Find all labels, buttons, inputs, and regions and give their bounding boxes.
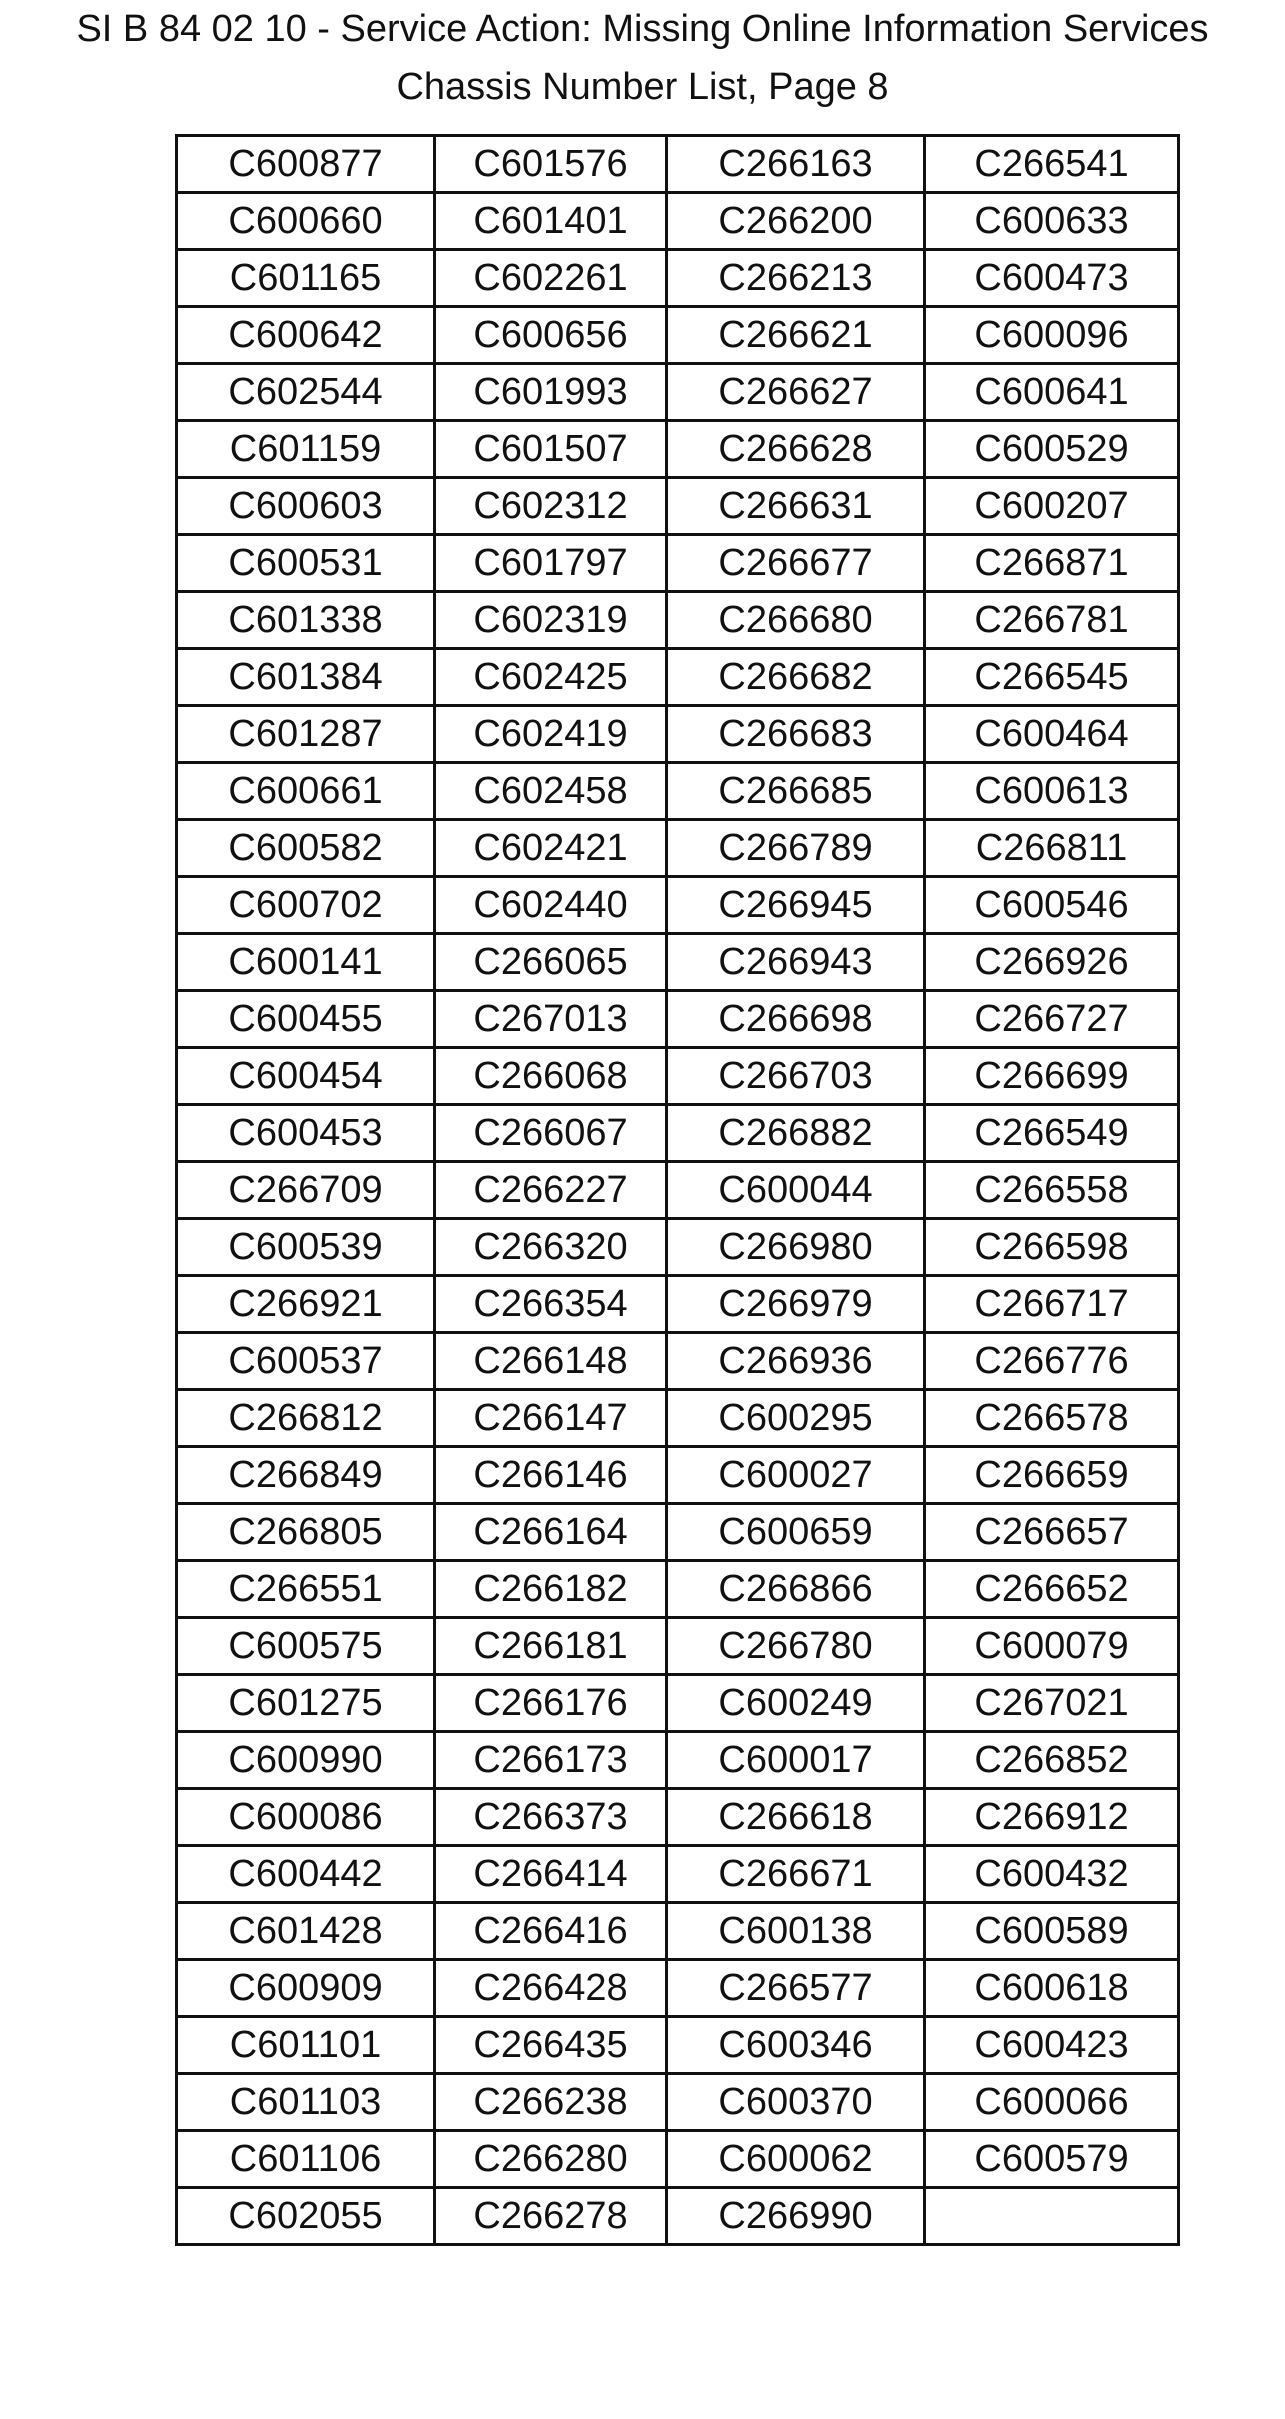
table-row: [177, 478, 1179, 535]
chassis-number-cell: C266278: [435, 2188, 667, 2245]
chassis-number-cell: C600531: [177, 535, 435, 592]
table-row: [177, 1333, 1179, 1390]
chassis-number-cell: C600579: [925, 2131, 1179, 2188]
chassis-number-cell: C600990: [177, 1732, 435, 1789]
chassis-number-cell: C266866: [667, 1561, 925, 1618]
chassis-number-cell: C600877: [177, 136, 435, 193]
chassis-number-cell: C266677: [667, 535, 925, 592]
chassis-number-cell: C601165: [177, 250, 435, 307]
chassis-number-cell: C266805: [177, 1504, 435, 1561]
chassis-number-cell: C266943: [667, 934, 925, 991]
chassis-number-cell: C600618: [925, 1960, 1179, 2017]
chassis-number-cell: C266631: [667, 478, 925, 535]
chassis-number-cell: C600141: [177, 934, 435, 991]
table-row: [177, 1219, 1179, 1276]
chassis-number-cell: C600464: [925, 706, 1179, 763]
table-row: [177, 1960, 1179, 2017]
chassis-number-cell: C266416: [435, 1903, 667, 1960]
chassis-number-cell: C266238: [435, 2074, 667, 2131]
chassis-number-cell: C266682: [667, 649, 925, 706]
chassis-number-cell: C600613: [925, 763, 1179, 820]
table-row: [177, 421, 1179, 478]
chassis-number-cell: C266698: [667, 991, 925, 1048]
chassis-number-cell: C266812: [177, 1390, 435, 1447]
chassis-number-cell: C266280: [435, 2131, 667, 2188]
table-row: [177, 934, 1179, 991]
chassis-number-cell: C266990: [667, 2188, 925, 2245]
chassis-number-cell: C601106: [177, 2131, 435, 2188]
chassis-number-cell: C600660: [177, 193, 435, 250]
table-row: [177, 1504, 1179, 1561]
chassis-number-cell: C600656: [435, 307, 667, 364]
chassis-number-cell: C600062: [667, 2131, 925, 2188]
chassis-number-cell: C267021: [925, 1675, 1179, 1732]
chassis-number-cell: C266780: [667, 1618, 925, 1675]
table-row: [177, 649, 1179, 706]
table-row: [177, 1561, 1179, 1618]
chassis-number-cell: C266320: [435, 1219, 667, 1276]
table-row: [177, 364, 1179, 421]
chassis-number-cell: C600346: [667, 2017, 925, 2074]
chassis-number-cell: C600453: [177, 1105, 435, 1162]
chassis-number-cell: C266227: [435, 1162, 667, 1219]
chassis-number-cell: C266164: [435, 1504, 667, 1561]
chassis-number-cell: C600546: [925, 877, 1179, 934]
table-row: [177, 592, 1179, 649]
chassis-number-cell: C266852: [925, 1732, 1179, 1789]
chassis-number-cell: C602261: [435, 250, 667, 307]
chassis-number-cell: C266685: [667, 763, 925, 820]
chassis-number-cell: C266945: [667, 877, 925, 934]
chassis-number-cell: [925, 2188, 1179, 2245]
chassis-number-cell: C601338: [177, 592, 435, 649]
chassis-number-cell: C266065: [435, 934, 667, 991]
chassis-number-cell: C600702: [177, 877, 435, 934]
table-row: [177, 1048, 1179, 1105]
table-row: [177, 877, 1179, 934]
chassis-number-cell: C266068: [435, 1048, 667, 1105]
table-row: [177, 535, 1179, 592]
chassis-number-cell: C600641: [925, 364, 1179, 421]
chassis-number-cell: C600138: [667, 1903, 925, 1960]
chassis-number-cell: C266811: [925, 820, 1179, 877]
chassis-number-cell: C600079: [925, 1618, 1179, 1675]
chassis-number-cell: C266921: [177, 1276, 435, 1333]
document-subtitle: Chassis Number List, Page 8: [396, 66, 889, 108]
chassis-number-cell: C266781: [925, 592, 1179, 649]
chassis-number-cell: C602440: [435, 877, 667, 934]
chassis-number-cell: C601993: [435, 364, 667, 421]
chassis-number-cell: C600642: [177, 307, 435, 364]
chassis-number-cell: C600454: [177, 1048, 435, 1105]
table-row: [177, 820, 1179, 877]
chassis-number-table: [175, 134, 1180, 2246]
chassis-number-cell: C600455: [177, 991, 435, 1048]
table-row: [177, 1447, 1179, 1504]
chassis-number-cell: C600370: [667, 2074, 925, 2131]
chassis-number-cell: C266200: [667, 193, 925, 250]
chassis-number-cell: C266627: [667, 364, 925, 421]
chassis-number-cell: C600442: [177, 1846, 435, 1903]
chassis-number-cell: C602419: [435, 706, 667, 763]
chassis-number-cell: C266182: [435, 1561, 667, 1618]
chassis-number-cell: C267013: [435, 991, 667, 1048]
chassis-number-cell: C266435: [435, 2017, 667, 2074]
chassis-number-cell: C601275: [177, 1675, 435, 1732]
chassis-number-cell: C266659: [925, 1447, 1179, 1504]
document-title: SI B 84 02 10 - Service Action: Missing Online Information Services: [76, 8, 1209, 50]
table-row: [177, 1618, 1179, 1675]
chassis-number-cell: C600537: [177, 1333, 435, 1390]
chassis-number-cell: C601384: [177, 649, 435, 706]
chassis-number-cell: C600582: [177, 820, 435, 877]
chassis-number-cell: C601159: [177, 421, 435, 478]
chassis-number-cell: C266373: [435, 1789, 667, 1846]
chassis-number-cell: C601576: [435, 136, 667, 193]
chassis-number-cell: C266628: [667, 421, 925, 478]
chassis-number-cell: C601507: [435, 421, 667, 478]
chassis-number-cell: C266776: [925, 1333, 1179, 1390]
chassis-number-cell: C600207: [925, 478, 1179, 535]
chassis-number-cell: C266578: [925, 1390, 1179, 1447]
chassis-number-cell: C266699: [925, 1048, 1179, 1105]
chassis-number-cell: C266147: [435, 1390, 667, 1447]
table-row: [177, 193, 1179, 250]
chassis-number-cell: C602425: [435, 649, 667, 706]
chassis-number-cell: C266618: [667, 1789, 925, 1846]
chassis-number-cell: C600661: [177, 763, 435, 820]
chassis-number-cell: C266558: [925, 1162, 1179, 1219]
chassis-number-cell: C266680: [667, 592, 925, 649]
chassis-number-cell: C602458: [435, 763, 667, 820]
chassis-number-cell: C266577: [667, 1960, 925, 2017]
chassis-number-cell: C600909: [177, 1960, 435, 2017]
table-row: [177, 2188, 1179, 2245]
table-row: [177, 250, 1179, 307]
chassis-number-cell: C266428: [435, 1960, 667, 2017]
chassis-number-cell: C601797: [435, 535, 667, 592]
table-row: [177, 763, 1179, 820]
table-row: [177, 1390, 1179, 1447]
chassis-number-cell: C266979: [667, 1276, 925, 1333]
chassis-number-cell: C266671: [667, 1846, 925, 1903]
chassis-number-cell: C600249: [667, 1675, 925, 1732]
chassis-table-body: [177, 136, 1179, 2245]
chassis-number-cell: C601103: [177, 2074, 435, 2131]
table-row: [177, 2074, 1179, 2131]
chassis-number-cell: C266621: [667, 307, 925, 364]
chassis-number-cell: C600044: [667, 1162, 925, 1219]
chassis-number-cell: C266541: [925, 136, 1179, 193]
chassis-number-cell: C600539: [177, 1219, 435, 1276]
chassis-number-cell: C601101: [177, 2017, 435, 2074]
chassis-number-cell: C600473: [925, 250, 1179, 307]
chassis-number-cell: C266414: [435, 1846, 667, 1903]
chassis-number-cell: C266727: [925, 991, 1179, 1048]
chassis-number-cell: C602055: [177, 2188, 435, 2245]
chassis-number-cell: C266549: [925, 1105, 1179, 1162]
chassis-number-cell: C266717: [925, 1276, 1179, 1333]
chassis-number-cell: C266146: [435, 1447, 667, 1504]
chassis-number-cell: C600603: [177, 478, 435, 535]
chassis-number-cell: C266598: [925, 1219, 1179, 1276]
chassis-number-cell: C600295: [667, 1390, 925, 1447]
chassis-number-cell: C266849: [177, 1447, 435, 1504]
chassis-number-cell: C266980: [667, 1219, 925, 1276]
chassis-number-cell: C600575: [177, 1618, 435, 1675]
chassis-number-cell: C266709: [177, 1162, 435, 1219]
table-row: [177, 1846, 1179, 1903]
chassis-number-cell: C266551: [177, 1561, 435, 1618]
table-row: [177, 2131, 1179, 2188]
chassis-number-cell: C601287: [177, 706, 435, 763]
chassis-number-cell: C601401: [435, 193, 667, 250]
chassis-number-cell: C600086: [177, 1789, 435, 1846]
chassis-number-cell: C600017: [667, 1732, 925, 1789]
chassis-number-cell: C266213: [667, 250, 925, 307]
chassis-number-cell: C266354: [435, 1276, 667, 1333]
table-row: [177, 1105, 1179, 1162]
chassis-number-cell: C266926: [925, 934, 1179, 991]
chassis-number-cell: C266871: [925, 535, 1179, 592]
chassis-number-cell: C266163: [667, 136, 925, 193]
chassis-number-cell: C601428: [177, 1903, 435, 1960]
chassis-number-cell: C266148: [435, 1333, 667, 1390]
table-row: [177, 1903, 1179, 1960]
chassis-number-cell: C600529: [925, 421, 1179, 478]
table-row: [177, 1675, 1179, 1732]
chassis-number-cell: C266789: [667, 820, 925, 877]
chassis-number-cell: C266657: [925, 1504, 1179, 1561]
table-row: [177, 136, 1179, 193]
table-row: [177, 1789, 1179, 1846]
chassis-number-cell: C266882: [667, 1105, 925, 1162]
chassis-number-cell: C600096: [925, 307, 1179, 364]
chassis-number-cell: C266683: [667, 706, 925, 763]
chassis-number-cell: C600589: [925, 1903, 1179, 1960]
chassis-number-cell: C266173: [435, 1732, 667, 1789]
chassis-number-cell: C266545: [925, 649, 1179, 706]
chassis-number-cell: C266912: [925, 1789, 1179, 1846]
chassis-number-cell: C602421: [435, 820, 667, 877]
chassis-number-cell: C600066: [925, 2074, 1179, 2131]
chassis-number-cell: C266176: [435, 1675, 667, 1732]
chassis-number-cell: C602544: [177, 364, 435, 421]
chassis-number-cell: C602319: [435, 592, 667, 649]
chassis-number-cell: C602312: [435, 478, 667, 535]
table-row: [177, 991, 1179, 1048]
chassis-number-cell: C600633: [925, 193, 1179, 250]
table-row: [177, 1732, 1179, 1789]
chassis-number-cell: C600659: [667, 1504, 925, 1561]
table-row: [177, 307, 1179, 364]
chassis-number-cell: C266181: [435, 1618, 667, 1675]
table-row: [177, 1162, 1179, 1219]
chassis-number-cell: C600027: [667, 1447, 925, 1504]
table-row: [177, 1276, 1179, 1333]
chassis-number-cell: C600423: [925, 2017, 1179, 2074]
chassis-number-cell: C266936: [667, 1333, 925, 1390]
chassis-number-cell: C266652: [925, 1561, 1179, 1618]
chassis-number-cell: C600432: [925, 1846, 1179, 1903]
chassis-number-cell: C266703: [667, 1048, 925, 1105]
chassis-number-cell: C266067: [435, 1105, 667, 1162]
table-row: [177, 2017, 1179, 2074]
table-row: [177, 706, 1179, 763]
